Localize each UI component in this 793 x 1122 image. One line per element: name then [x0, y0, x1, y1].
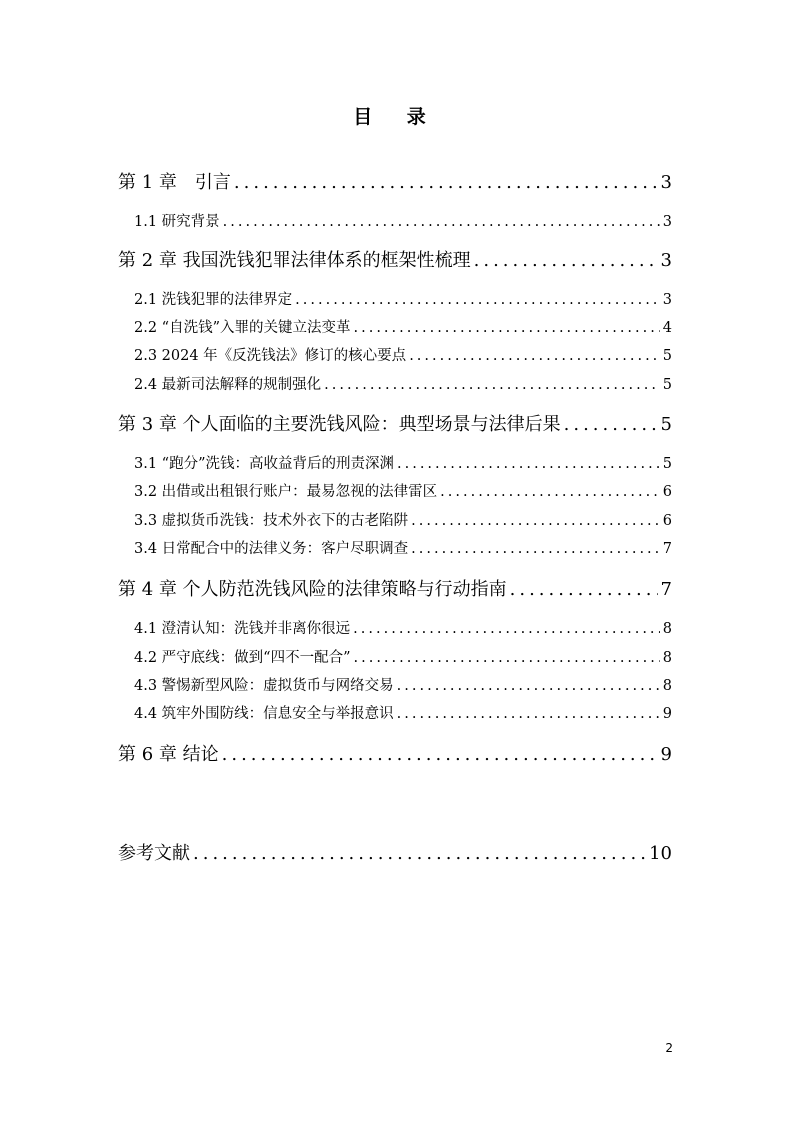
toc-leader-dots [409, 345, 660, 367]
toc-entry-page: 3 [662, 214, 672, 230]
toc-entry-section-3-4[interactable] [134, 538, 672, 560]
toc-leader-dots [397, 675, 660, 697]
toc-entry-label: 2.4 最新司法解释的规制强化 [134, 377, 322, 393]
toc-entry-section-2-1[interactable] [134, 289, 672, 311]
toc-entry-page: 5 [662, 348, 672, 364]
toc-entry-page: 5 [660, 414, 672, 435]
toc-entry-page: 3 [660, 172, 672, 193]
toc-leader-dots [564, 412, 658, 438]
toc-entry-chapter-4[interactable] [118, 577, 672, 603]
toc-entry-label: 第 1 章 引言 [118, 172, 231, 193]
toc-leader-dots [324, 374, 660, 396]
toc-entry-page: 7 [662, 541, 672, 557]
toc-leader-dots [474, 248, 658, 274]
toc-entry-label: 2.2 “自洗钱”入罪的关键立法变革 [134, 320, 351, 336]
toc-leader-dots [411, 538, 660, 560]
toc-entry-label: 2.1 洗钱犯罪的法律界定 [134, 292, 293, 308]
toc-entry-chapter-3[interactable] [118, 412, 672, 438]
toc-entry-label: 2.3 2024 年《反洗钱法》修订的核心要点 [134, 348, 407, 364]
toc-title: 目 录 [353, 106, 440, 128]
toc-entry-page: 10 [649, 843, 672, 864]
toc-entry-page: 5 [662, 377, 672, 393]
toc-entry-label: 3.2 出借或出租银行账户：最易忽视的法律雷区 [134, 484, 438, 500]
toc-entry-label: 参考文献 [118, 843, 190, 864]
toc-entry-label: 1.1 研究背景 [134, 214, 220, 230]
toc-entry-label: 第 2 章 我国洗钱犯罪法律体系的框架性梳理 [118, 250, 471, 271]
toc-entry-label: 第 6 章 结论 [118, 744, 219, 765]
toc-entry-label: 3.4 日常配合中的法律义务：客户尽职调查 [134, 541, 409, 557]
toc-entry-page: 9 [660, 744, 672, 765]
toc-leader-dots [440, 481, 660, 503]
toc-leader-dots [353, 618, 660, 640]
toc-entry-page: 6 [662, 513, 672, 529]
toc-entry-page: 4 [662, 320, 672, 336]
toc-entry-chapter-1[interactable] [118, 170, 672, 196]
page-number: 2 [665, 1041, 673, 1055]
toc-leader-dots [295, 289, 660, 311]
toc-entry-label: 4.2 严守底线：做到“四不一配合” [134, 650, 351, 666]
toc-entry-page: 3 [660, 250, 672, 271]
toc-leader-dots [510, 577, 658, 603]
toc-leader-dots [223, 211, 660, 233]
toc-entry-section-4-4[interactable] [134, 703, 672, 725]
toc-entry-section-2-3[interactable] [134, 345, 672, 367]
toc-entry-section-3-3[interactable] [134, 510, 672, 532]
toc-leader-dots [354, 317, 660, 339]
toc-entry-page: 9 [662, 706, 672, 722]
toc-entry-page: 5 [662, 456, 672, 472]
toc-entry-label: 4.1 澄清认知：洗钱并非离你很远 [134, 621, 351, 637]
toc-entry-label: 3.3 虚拟货币洗钱：技术外衣下的古老陷阱 [134, 513, 409, 529]
toc-entry-section-4-2[interactable] [134, 647, 672, 669]
toc-entry-page: 6 [662, 484, 672, 500]
toc-leader-dots [397, 453, 660, 475]
toc-entry-chapter-2[interactable] [118, 248, 672, 274]
toc-entry-section-1-1[interactable] [134, 211, 672, 233]
toc-leader-dots [234, 170, 658, 196]
toc-entry-label: 4.4 筑牢外围防线：信息安全与举报意识 [134, 706, 394, 722]
toc-leader-dots [411, 510, 660, 532]
toc-leader-dots [397, 703, 660, 725]
toc-entry-page: 8 [662, 650, 672, 666]
toc-entry-section-2-2[interactable] [134, 317, 672, 339]
toc-entry-section-4-3[interactable] [134, 675, 672, 697]
toc-entry-label: 第 3 章 个人面临的主要洗钱风险：典型场景与法律后果 [118, 414, 561, 435]
toc-entry-page: 7 [660, 579, 672, 600]
toc-entry-page: 8 [662, 621, 672, 637]
toc-leader-dots [193, 841, 646, 867]
toc-entry-label: 4.3 警惕新型风险：虚拟货币与网络交易 [134, 678, 394, 694]
toc-entry-section-2-4[interactable] [134, 374, 672, 396]
toc-entry-label: 3.1 “跑分”洗钱：高收益背后的刑责深渊 [134, 456, 394, 472]
toc-entry-label: 第 4 章 个人防范洗钱风险的法律策略与行动指南 [118, 579, 507, 600]
toc-entry-section-4-1[interactable] [134, 618, 672, 640]
toc-entry-references[interactable] [118, 841, 672, 867]
toc-entry-chapter-6[interactable] [118, 742, 672, 768]
toc-entry-section-3-1[interactable] [134, 453, 672, 475]
toc-entry-page: 8 [662, 678, 672, 694]
toc-leader-dots [354, 647, 660, 669]
toc-entry-page: 3 [662, 292, 672, 308]
toc-leader-dots [222, 742, 658, 768]
toc-entry-section-3-2[interactable] [134, 481, 672, 503]
